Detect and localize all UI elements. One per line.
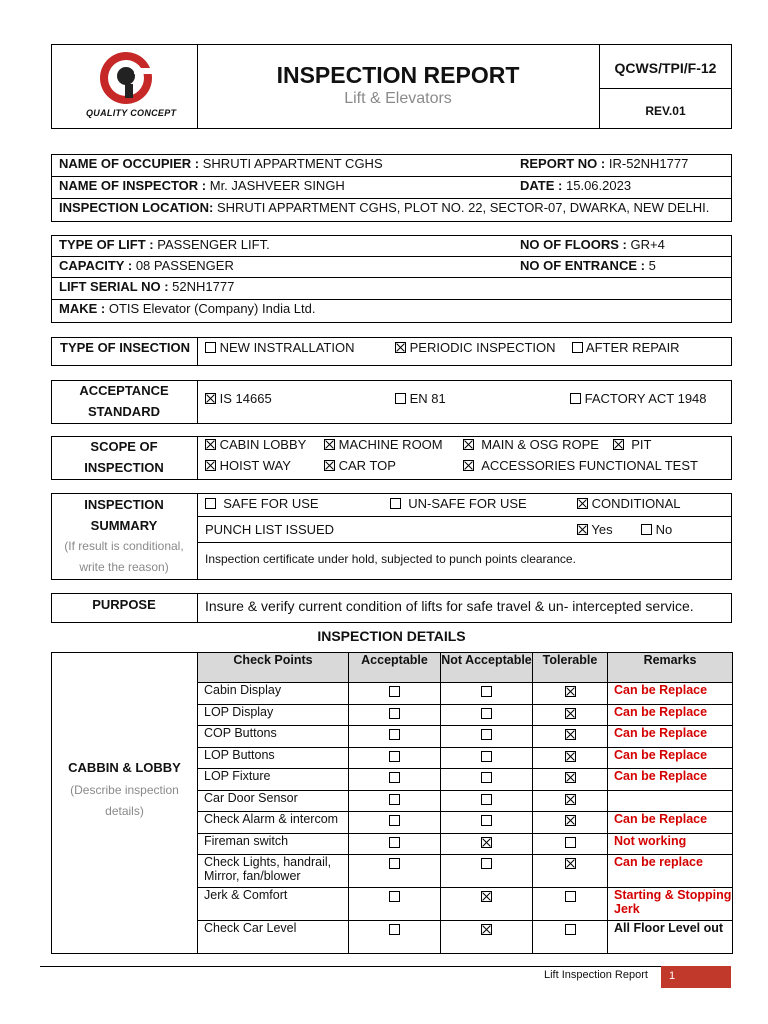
- table-row: [198, 748, 733, 769]
- opt-main-osg-rope[interactable]: MAIN & OSG ROPE: [463, 437, 599, 452]
- opt-is14665[interactable]: IS 14665: [205, 391, 272, 406]
- check-point-cell: Check Lights, handrail, Mirror, fan/blower: [198, 855, 349, 888]
- checkbox-icon[interactable]: [395, 342, 406, 353]
- check-point-cell: Check Car Level: [198, 921, 349, 954]
- check-cell: [533, 921, 608, 954]
- purpose-text: Insure & verify current condition of lifts for safe travel & un- intercepted service.: [205, 598, 694, 614]
- lift-type: TYPE OF LIFT : PASSENGER LIFT.: [59, 237, 270, 252]
- col-check-points: Check Points: [198, 653, 349, 683]
- col-acceptable: Acceptable: [349, 653, 441, 683]
- remark-cell: Can be Replace: [608, 726, 733, 748]
- table-row: [198, 812, 733, 834]
- check-cell: [533, 834, 608, 855]
- checkbox-icon[interactable]: [389, 772, 400, 783]
- checkbox-icon[interactable]: [389, 686, 400, 697]
- summary-note: (If result is conditional, write the reason): [64, 539, 184, 574]
- remark-cell: All Floor Level out: [608, 921, 733, 954]
- checkbox-icon[interactable]: [389, 708, 400, 719]
- remark-cell: Can be replace: [608, 855, 733, 888]
- acceptance-label: ACCEPTANCE STANDARD: [79, 383, 169, 419]
- capacity: CAPACITY : 08 PASSENGER: [59, 258, 234, 273]
- details-table: [197, 652, 733, 954]
- inspection-type-label: TYPE OF INSECTION: [60, 340, 191, 355]
- checkbox-icon[interactable]: [389, 891, 400, 902]
- entrance: NO OF ENTRANCE : 5: [520, 258, 656, 273]
- checkbox-icon[interactable]: [565, 858, 576, 869]
- check-cell: [533, 812, 608, 834]
- check-cell: [441, 921, 533, 954]
- remark-cell: Can be Replace: [608, 748, 733, 769]
- checkbox-icon[interactable]: [324, 460, 335, 471]
- check-cell: [441, 683, 533, 705]
- opt-conditional[interactable]: CONDITIONAL: [577, 496, 680, 511]
- check-point-cell: LOP Buttons: [198, 748, 349, 769]
- table-row: [198, 888, 733, 921]
- checkbox-icon[interactable]: [577, 498, 588, 509]
- summary-reason: Inspection certificate under hold, subjected to punch points clearance.: [205, 552, 576, 566]
- report-subtitle: Lift & Elevators: [344, 90, 452, 107]
- remark-cell: Can be Replace: [608, 683, 733, 705]
- page-number: [661, 966, 731, 988]
- opt-pit[interactable]: PIT: [613, 437, 651, 452]
- logo-mark-icon: [90, 48, 170, 108]
- details-heading: INSPECTION DETAILS: [317, 628, 466, 644]
- check-cell: [533, 791, 608, 812]
- check-cell: [441, 834, 533, 855]
- remark-cell: Can be Replace: [608, 705, 733, 726]
- check-cell: [441, 726, 533, 748]
- page-number-text: 1: [669, 970, 676, 982]
- check-cell: [349, 705, 441, 726]
- checkbox-icon[interactable]: [565, 708, 576, 719]
- checkbox-icon[interactable]: [565, 751, 576, 762]
- purpose-label: PURPOSE: [92, 597, 156, 612]
- report-title: INSPECTION REPORT: [276, 62, 520, 88]
- punch-list-label: PUNCH LIST ISSUED: [205, 522, 335, 537]
- table-row: [198, 791, 733, 812]
- date-field: DATE : 15.06.2023: [520, 178, 632, 193]
- opt-machine-room[interactable]: MACHINE ROOM: [324, 437, 443, 452]
- punch-yes[interactable]: Yes: [577, 522, 613, 537]
- checkbox-icon[interactable]: [389, 729, 400, 740]
- opt-cabin-lobby[interactable]: CABIN LOBBY: [205, 437, 306, 452]
- opt-factory-act[interactable]: FACTORY ACT 1948: [570, 391, 707, 406]
- checkbox-icon[interactable]: [481, 772, 492, 783]
- make: MAKE : OTIS Elevator (Company) India Ltd.: [59, 301, 316, 316]
- check-cell: [441, 812, 533, 834]
- check-cell: [533, 769, 608, 791]
- col-tolerable: Tolerable: [533, 653, 608, 683]
- check-cell: [349, 769, 441, 791]
- check-cell: [533, 888, 608, 921]
- remark-cell: [608, 791, 733, 812]
- opt-after-repair[interactable]: AFTER REPAIR: [572, 340, 680, 355]
- table-row: [198, 683, 733, 705]
- check-cell: [533, 726, 608, 748]
- opt-new-installation[interactable]: NEW INSTRALLATION: [205, 340, 354, 355]
- logo-text: QUALITY CONCEPT: [86, 108, 177, 118]
- check-point-cell: Check Alarm & intercom: [198, 812, 349, 834]
- checkbox-icon[interactable]: [570, 393, 581, 404]
- check-cell: [441, 769, 533, 791]
- checkbox-icon[interactable]: [577, 524, 588, 535]
- occupier-row: NAME OF OCCUPIER : SHRUTI APPARTMENT CGHS: [59, 156, 383, 171]
- opt-safe[interactable]: SAFE FOR USE: [205, 496, 319, 511]
- checkbox-icon[interactable]: [481, 924, 492, 935]
- checkbox-icon[interactable]: [324, 439, 335, 450]
- checkbox-icon[interactable]: [641, 524, 652, 535]
- check-cell: [533, 748, 608, 769]
- checkbox-icon[interactable]: [481, 837, 492, 848]
- opt-periodic[interactable]: PERIODIC INSPECTION: [395, 340, 556, 355]
- checkbox-icon[interactable]: [565, 729, 576, 740]
- checkbox-icon[interactable]: [463, 439, 474, 450]
- checkbox-icon[interactable]: [395, 393, 406, 404]
- table-row: [198, 705, 733, 726]
- checkbox-icon[interactable]: [565, 837, 576, 848]
- checkbox-icon[interactable]: [565, 891, 576, 902]
- check-cell: [349, 726, 441, 748]
- checkbox-icon[interactable]: [481, 751, 492, 762]
- section-note: (Describe inspection details): [70, 783, 179, 818]
- checkbox-icon[interactable]: [389, 837, 400, 848]
- check-point-cell: COP Buttons: [198, 726, 349, 748]
- footer-rule: [40, 966, 731, 967]
- checkbox-icon[interactable]: [481, 729, 492, 740]
- checkbox-icon[interactable]: [389, 924, 400, 935]
- opt-unsafe[interactable]: UN-SAFE FOR USE: [390, 496, 527, 511]
- footer-label: Lift Inspection Report: [544, 969, 648, 981]
- table-row: [198, 921, 733, 954]
- checkbox-icon[interactable]: [565, 686, 576, 697]
- remark-cell: Can be Replace: [608, 769, 733, 791]
- remark-cell: Starting & Stopping Jerk: [608, 888, 733, 921]
- checkbox-icon[interactable]: [389, 858, 400, 869]
- check-cell: [349, 683, 441, 705]
- checkbox-icon[interactable]: [389, 815, 400, 826]
- check-cell: [349, 888, 441, 921]
- checkbox-icon[interactable]: [565, 772, 576, 783]
- checkbox-icon[interactable]: [205, 460, 216, 471]
- checkbox-icon[interactable]: [565, 924, 576, 935]
- checkbox-icon[interactable]: [481, 686, 492, 697]
- check-cell: [533, 683, 608, 705]
- opt-hoist-way[interactable]: HOIST WAY: [205, 458, 291, 473]
- checkbox-icon[interactable]: [481, 815, 492, 826]
- check-cell: [533, 705, 608, 726]
- check-cell: [533, 855, 608, 888]
- table-row: [198, 855, 733, 888]
- checkbox-icon[interactable]: [205, 342, 216, 353]
- check-cell: [349, 834, 441, 855]
- checkbox-icon[interactable]: [389, 794, 400, 805]
- opt-car-top[interactable]: CAR TOP: [324, 458, 396, 473]
- checkbox-icon[interactable]: [205, 393, 216, 404]
- checkbox-icon[interactable]: [481, 794, 492, 805]
- remark-cell: Not working: [608, 834, 733, 855]
- company-logo: [86, 48, 177, 120]
- checkbox-icon[interactable]: [565, 794, 576, 805]
- check-point-cell: Car Door Sensor: [198, 791, 349, 812]
- check-cell: [441, 705, 533, 726]
- floors: NO OF FLOORS : GR+4: [520, 237, 665, 252]
- report-no: REPORT NO : IR-52NH1777: [520, 156, 689, 171]
- check-point-cell: LOP Fixture: [198, 769, 349, 791]
- checkbox-icon[interactable]: [205, 439, 216, 450]
- check-point-cell: Fireman switch: [198, 834, 349, 855]
- opt-accessories[interactable]: ACCESSORIES FUNCTIONAL TEST: [463, 458, 698, 473]
- checkbox-icon[interactable]: [565, 815, 576, 826]
- checkbox-icon[interactable]: [481, 708, 492, 719]
- check-cell: [349, 812, 441, 834]
- checkbox-icon[interactable]: [481, 858, 492, 869]
- checkbox-icon[interactable]: [481, 891, 492, 902]
- checkbox-icon[interactable]: [463, 460, 474, 471]
- table-row: [198, 834, 733, 855]
- check-point-cell: Jerk & Comfort: [198, 888, 349, 921]
- table-row: [198, 769, 733, 791]
- check-cell: [349, 748, 441, 769]
- check-cell: [349, 855, 441, 888]
- checkbox-icon[interactable]: [205, 498, 216, 509]
- doc-code: QCWS/TPI/F-12: [614, 60, 717, 76]
- punch-no[interactable]: No: [641, 522, 672, 537]
- check-cell: [349, 921, 441, 954]
- col-remarks: Remarks: [608, 653, 733, 683]
- remark-cell: Can be Replace: [608, 812, 733, 834]
- scope-label: SCOPE OF INSPECTION: [84, 439, 164, 475]
- checkbox-icon[interactable]: [613, 439, 624, 450]
- location-row: INSPECTION LOCATION: SHRUTI APPARTMENT CGHS, PLOT NO. 22, SECTOR-07, DWARKA, NEW DELHI.: [59, 200, 710, 215]
- opt-en81[interactable]: EN 81: [395, 391, 446, 406]
- checkbox-icon[interactable]: [572, 342, 583, 353]
- check-cell: [441, 888, 533, 921]
- checkbox-icon[interactable]: [389, 751, 400, 762]
- check-point-cell: LOP Display: [198, 705, 349, 726]
- check-cell: [441, 855, 533, 888]
- revision: REV.01: [645, 104, 686, 118]
- serial: LIFT SERIAL NO : 52NH1777: [59, 279, 235, 294]
- section-label: CABBIN & LOBBY: [68, 760, 181, 775]
- check-cell: [441, 748, 533, 769]
- check-point-cell: Cabin Display: [198, 683, 349, 705]
- checkbox-icon[interactable]: [390, 498, 401, 509]
- col-not-acceptable: Not Acceptable: [441, 653, 533, 683]
- check-cell: [441, 791, 533, 812]
- table-row: [198, 726, 733, 748]
- summary-label: INSPECTION SUMMARY: [84, 497, 164, 533]
- inspector-row: NAME OF INSPECTOR : Mr. JASHVEER SINGH: [59, 178, 345, 193]
- check-cell: [349, 791, 441, 812]
